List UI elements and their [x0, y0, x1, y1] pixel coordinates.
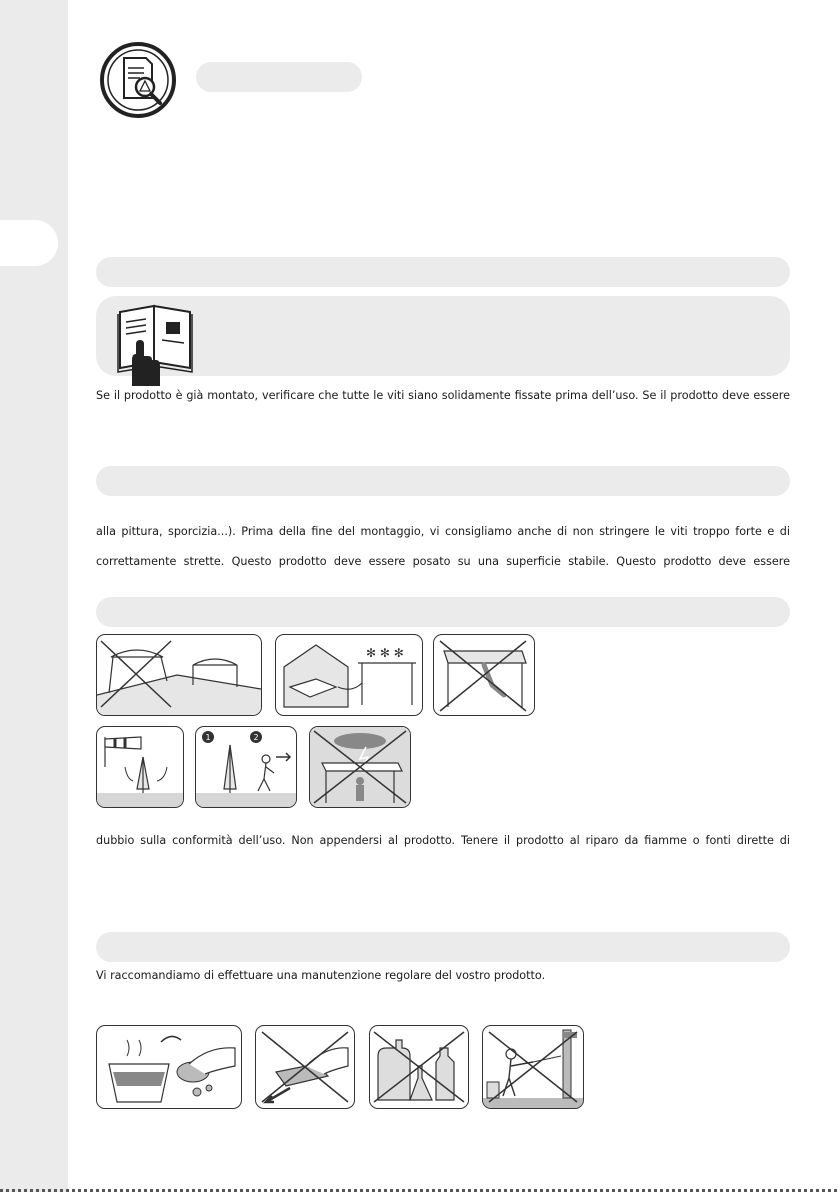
mounting-text-line-2: correttamente strette. Questo prodotto deve essere posato su una superficie stabile. Questo prodotto deve essere	[96, 555, 790, 568]
no-use-during-storm-pictogram	[309, 726, 411, 808]
svg-text:1: 1	[205, 733, 211, 742]
wind-remove-canvas-pictogram	[96, 726, 184, 808]
no-abrasive-scrubbing-pictogram	[255, 1025, 355, 1109]
do-not-hang-on-structure-pictogram	[433, 634, 535, 716]
section-bar-assembly	[96, 257, 790, 287]
wash-with-soapy-water-pictogram	[96, 1025, 242, 1109]
document-warning-magnifier-icon	[96, 42, 180, 122]
section-bar-mounting	[96, 466, 790, 496]
usage-text-line: dubbio sulla conformità dell’uso. Non appendersi al prodotto. Tenere il prodotto al riparo da fiamme o fonti dirette di	[96, 834, 790, 847]
manual-notice-panel	[96, 296, 790, 376]
store-canvas-in-winter-pictogram	[275, 634, 423, 716]
assembly-check-text: Se il prodotto è già montato, verificare che tutte le viti siano solidamente fissate prima dell’uso. Se il prodotto deve essere	[96, 389, 790, 402]
left-margin-strip	[0, 0, 68, 1192]
language-tab	[0, 220, 58, 266]
no-pressure-washer-pictogram	[482, 1025, 584, 1109]
maintenance-text: Vi raccomandiamo di effettuare una manutenzione regolare del vostro prodotto.	[96, 969, 546, 982]
section-bar-usage	[96, 597, 790, 627]
svg-text:2: 2	[253, 733, 259, 742]
close-and-leave-in-wind-pictogram	[195, 726, 297, 808]
mounting-text-line-1: alla pittura, sporcizia...). Prima della fine del montaggio, vi consigliamo anche di non stringere le viti troppo forte e di	[96, 525, 790, 538]
section-bar-maintenance	[96, 932, 790, 962]
reading-manual-icon	[116, 300, 196, 392]
svg-text:✻ ✻ ✻: ✻ ✻ ✻	[366, 646, 404, 660]
no-chemical-products-pictogram	[369, 1025, 469, 1109]
uneven-ground-prohibited-pictogram	[96, 634, 262, 716]
header-title-pill	[196, 62, 362, 92]
